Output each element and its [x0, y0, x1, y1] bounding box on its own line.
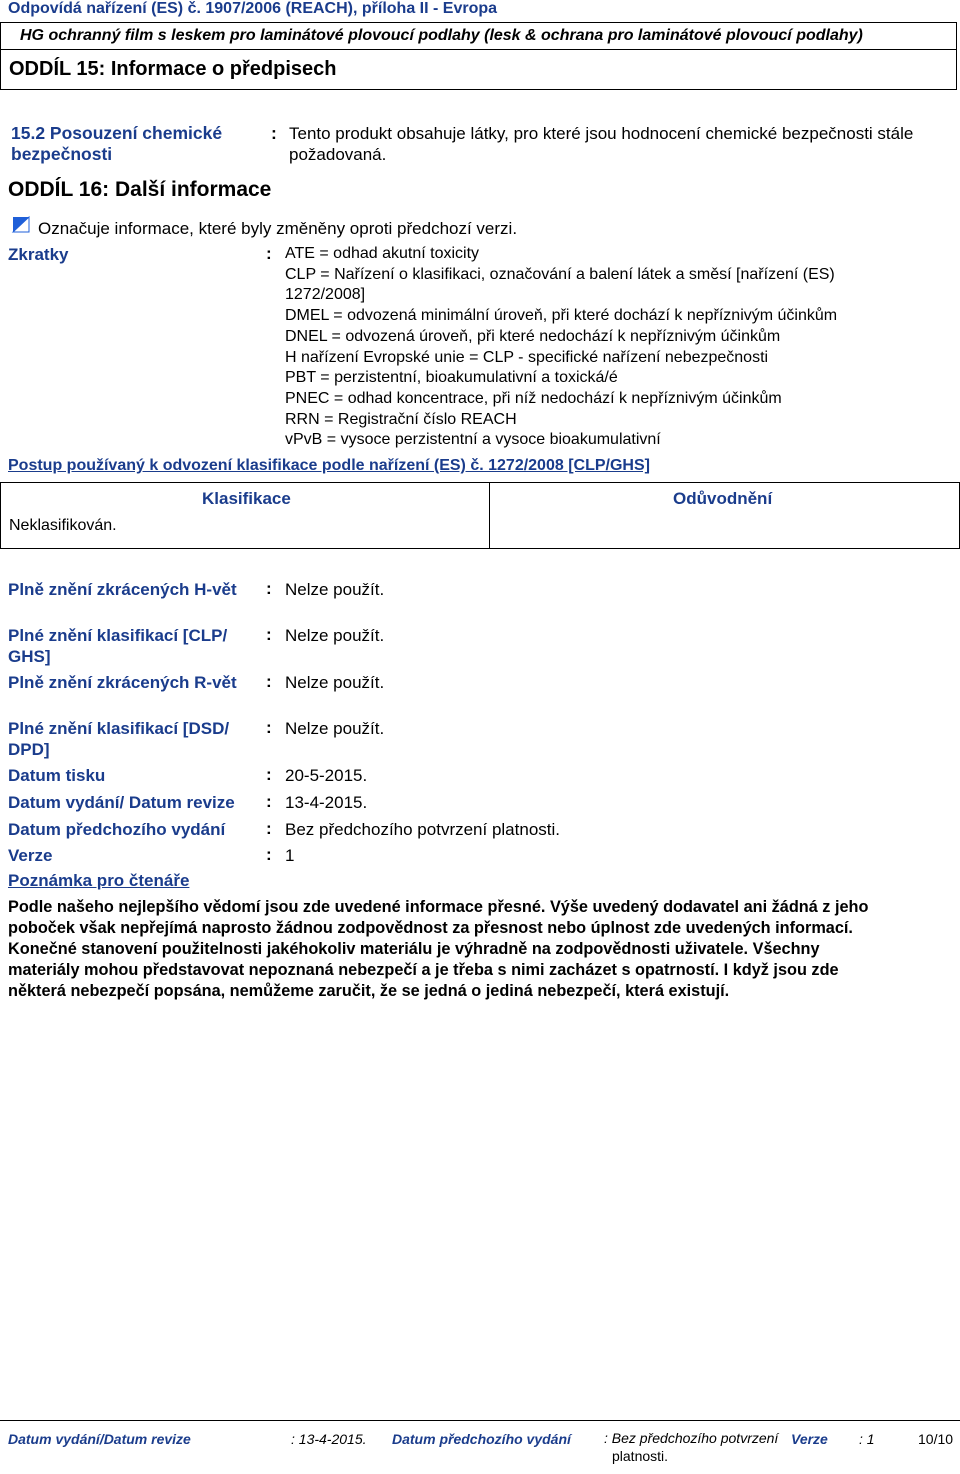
sec15-value-line2: požadovaná. [289, 145, 387, 164]
clp-full-value: Nelze použít. [285, 626, 385, 645]
sec15-label [11, 123, 222, 165]
regulation-line: Odpovídá nařízení (ES) č. 1907/2006 (REACH), příloha II - Evropa [8, 0, 498, 17]
footer-version-label: Verze [791, 1431, 828, 1447]
dsd-full-label-line1: Plné znění klasifikací [DSD/ [8, 719, 230, 738]
dsd-full-label [8, 718, 229, 760]
print-date-value: 20-5-2015. [285, 766, 368, 785]
dsd-full-value: Nelze použít. [285, 719, 385, 738]
issue-date-label: Datum vydání/ Datum revize [8, 793, 235, 812]
note-body [8, 897, 953, 1002]
note-line: některá nebezpečí popsána, nemůžeme zaručit, že se jedná o jediná nebezpečí, která existují. [8, 982, 730, 1000]
h-full-value: Nelze použít. [285, 580, 385, 599]
abbr-list [285, 244, 837, 451]
version-value: 1 [285, 846, 295, 865]
dsd-full-colon: : [266, 718, 272, 737]
change-marker-icon [11, 214, 31, 239]
note-line: poboček však nepřejímá naprosto žádnou zodpovědnost za přesnost nebo úplnost zde uvedených informací. [8, 919, 853, 937]
abbr-item: RRN = Registrační číslo REACH [285, 410, 517, 428]
abbr-item: ATE = odhad akutní toxicity [285, 245, 480, 262]
footer-page-number: 10/10 [918, 1431, 954, 1447]
clp-full-colon: : [266, 625, 272, 644]
abbr-item: PBT = perzistentní, bioakumulativní a toxická/é [285, 369, 618, 387]
section16-title: ODDÍL 16: Další informace [8, 178, 272, 201]
abbr-item: vPvB = vysoce perzistentní a vysoce bioakumulativní [285, 431, 661, 449]
abbr-item: CLP = Nařízení o klasifikaci, označování a balení látek a směsí [nařízení (ES) [285, 265, 835, 283]
h-full-colon: : [266, 579, 272, 598]
note-line: Podle našeho nejlepšího vědomí jsou zde uvedené informace přesné. Výše uvedený dodavatel ani žádná z jeho [8, 898, 869, 916]
footer-issue-value: : 13-4-2015. [291, 1431, 367, 1447]
version-colon: : [266, 845, 272, 864]
dsd-full-label-line2: DPD] [8, 740, 50, 759]
abbr-item: DNEL = odvozená úroveň, při které nedochází k nepříznivým účinkům [285, 327, 781, 345]
prev-date-value: Bez předchozího potvrzení platnosti. [285, 820, 560, 839]
footer-prev-label: Datum předchozího vydání [392, 1431, 571, 1447]
footer-prev-value-line1: : Bez předchozího potvrzení [604, 1430, 779, 1446]
sec15-label-line2: bezpečnosti [11, 144, 113, 164]
change-note: Označuje informace, které byly změněny oproti předchozí verzi. [38, 219, 518, 238]
abbr-item: PNEC = odhad koncentrace, při níž nedochází k nepříznivým účinkům [285, 389, 782, 407]
abbr-colon: : [266, 244, 272, 263]
classification-value: Neklasifikován. [9, 517, 117, 534]
section15-title: ODDÍL 15: Informace o předpisech [0, 50, 957, 90]
clp-full-label-line2: GHS] [8, 647, 51, 666]
clp-full-label-line1: Plné znění klasifikací [CLP/ [8, 626, 228, 645]
footer-prev-value-line2: platnosti. [612, 1448, 669, 1464]
abbr-item: DMEL = odvozená minimální úroveň, při které dochází k nepříznivým účinkům [285, 307, 838, 325]
classification-header: Klasifikace [202, 489, 291, 508]
issue-date-value: 13-4-2015. [285, 793, 368, 812]
footer-prev-value [604, 1429, 778, 1465]
note-title: Poznámka pro čtenáře [8, 871, 190, 890]
prev-date-colon: : [266, 819, 272, 838]
prev-date-label: Datum předchozího vydání [8, 820, 226, 839]
sec15-label-line1: 15.2 Posouzení chemické [11, 123, 223, 143]
classification-table [0, 482, 960, 549]
print-date-colon: : [266, 765, 272, 784]
abbr-item: 1272/2008] [285, 286, 366, 304]
justification-cell [490, 483, 960, 549]
r-full-colon: : [266, 672, 272, 691]
note-line: materiály mohou představovat nepoznaná nebezpečí a je třeba s nimi zacházet s opatrností. I když jsou zde [8, 961, 839, 979]
r-full-value: Nelze použít. [285, 673, 385, 692]
sec15-value-line1: Tento produkt obsahuje látky, pro které jsou hodnocení chemické bezpečnosti stále [289, 124, 914, 143]
clp-full-label [8, 625, 227, 667]
sec15-colon: : [271, 123, 277, 143]
r-full-label: Plně znění zkrácených R-vět [8, 673, 237, 692]
h-full-label: Plně znění zkrácených H-vět [8, 580, 237, 599]
classification-title: Postup používaný k odvození klasifikace podle nařízení (ES) č. 1272/2008 [CLP/GHS] [8, 457, 650, 474]
version-label: Verze [8, 846, 53, 865]
justification-header: Odůvodnění [673, 489, 773, 508]
issue-date-colon: : [266, 792, 272, 811]
abbr-item: H nařízení Evropské unie = CLP - specifické nařízení nebezpečnosti [285, 348, 769, 366]
sec15-value [289, 123, 913, 165]
classification-cell [1, 483, 490, 549]
page-footer [0, 1420, 960, 1474]
abbr-label: Zkratky [8, 245, 69, 264]
footer-issue-label: Datum vydání/Datum revize [8, 1431, 191, 1447]
print-date-label: Datum tisku [8, 766, 106, 785]
note-line: Konečné stanovení použitelnosti jakéhokoliv materiálu je výhradně na zodpovědnosti uživatele. Všechny [8, 940, 820, 958]
footer-version-value: : 1 [859, 1431, 875, 1447]
product-name: HG ochranný film s leskem pro laminátové plovoucí podlahy (lesk & ochrana pro laminátové plovoucí podlahy) [0, 22, 957, 50]
